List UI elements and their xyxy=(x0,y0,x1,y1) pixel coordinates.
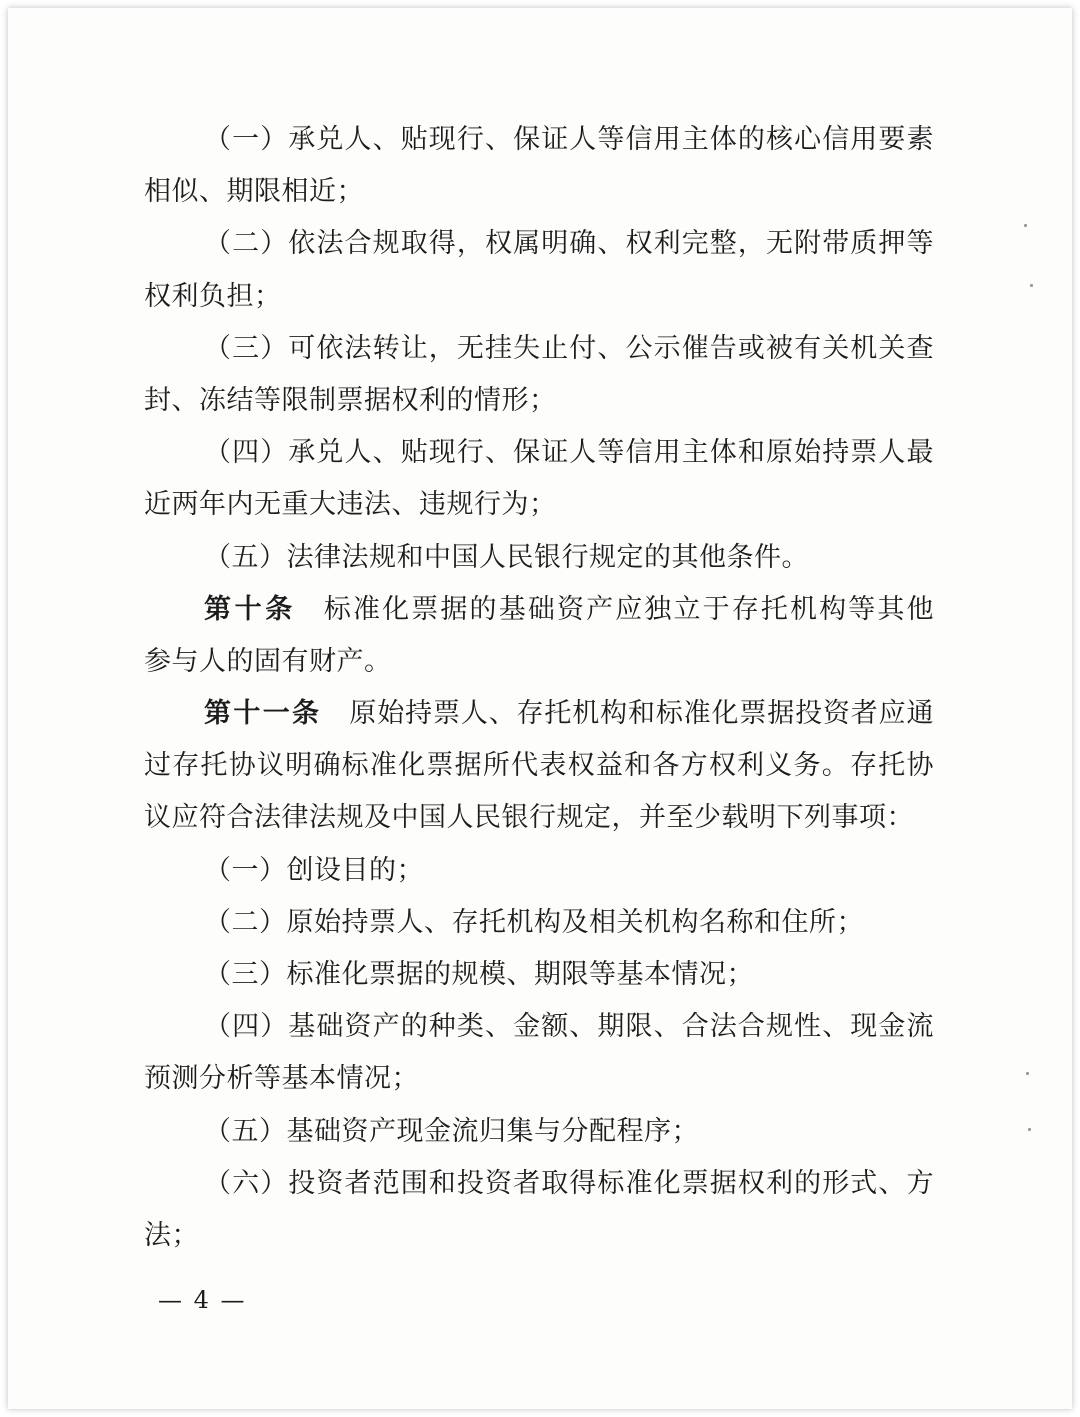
scan-speck xyxy=(1030,284,1033,287)
line-text: 相似、期限相近； xyxy=(144,176,364,208)
line-text: （五）法律法规和中国人民银行规定的其他条件。 xyxy=(204,541,809,573)
line-text: （六）投资者范围和投资者取得标准化票据权利的形式、方 xyxy=(204,1167,934,1199)
article-heading: 第十一条 xyxy=(204,698,322,730)
line-text: 标准化票据的基础资产应独立于存托机构等其他 xyxy=(323,593,935,625)
document-body xyxy=(144,114,934,1262)
text-line xyxy=(144,1106,934,1158)
line-text: 议应符合法律法规及中国人民银行规定，并至少载明下列事项： xyxy=(144,802,914,834)
text-line xyxy=(144,1210,934,1262)
line-text: 预测分析等基本情况； xyxy=(144,1063,419,1095)
article-heading: 第十条 xyxy=(204,593,296,625)
text-line xyxy=(144,949,934,1001)
line-text: （一）创设目的； xyxy=(204,854,424,886)
text-line xyxy=(144,375,934,427)
line-text: 近两年内无重大违法、违规行为； xyxy=(144,489,557,521)
line-text: 过存托协议明确标准化票据所代表权益和各方权利义务。存托协 xyxy=(144,750,934,782)
scan-speck xyxy=(1026,1072,1029,1075)
text-line xyxy=(144,166,934,218)
text-line xyxy=(144,532,934,584)
text-line xyxy=(144,792,934,844)
text-line xyxy=(144,114,934,166)
text-line xyxy=(144,479,934,531)
page-number: — 4 — xyxy=(158,1286,247,1314)
text-line xyxy=(144,427,934,479)
line-text: 权利负担； xyxy=(144,280,282,312)
text-line xyxy=(144,688,934,740)
line-text: （四）承兑人、贴现行、保证人等信用主体和原始持票人最 xyxy=(204,437,934,469)
line-text: （二）原始持票人、存托机构及相关机构名称和住所； xyxy=(204,906,864,938)
text-line xyxy=(144,1158,934,1210)
line-text: （二）依法合规取得，权属明确、权利完整，无附带质押等 xyxy=(204,228,934,260)
text-line xyxy=(144,1001,934,1053)
line-text: （三）标准化票据的规模、期限等基本情况； xyxy=(204,959,754,990)
text-line xyxy=(144,740,934,792)
line-text: 原始持票人、存托机构和标准化票据投资者应通 xyxy=(349,698,935,730)
line-text: 封、冻结等限制票据权利的情形； xyxy=(144,384,557,416)
line-text: （一）承兑人、贴现行、保证人等信用主体的核心信用要素 xyxy=(204,124,934,155)
line-text: （三）可依法转让，无挂失止付、公示催告或被有关机关查 xyxy=(204,332,934,364)
text-line xyxy=(144,584,934,636)
scan-speck xyxy=(1024,224,1027,227)
text-line xyxy=(144,897,934,949)
line-text: 参与人的固有财产。 xyxy=(144,645,392,677)
scan-speck xyxy=(1028,1128,1031,1131)
line-text: 法； xyxy=(144,1219,199,1251)
text-line xyxy=(144,271,934,323)
text-line xyxy=(144,1053,934,1105)
text-line xyxy=(144,323,934,375)
line-text: （五）基础资产现金流归集与分配程序； xyxy=(204,1115,699,1147)
text-line xyxy=(144,218,934,270)
text-line xyxy=(144,845,934,897)
document-page xyxy=(8,8,1072,1409)
text-line xyxy=(144,636,934,688)
line-text: （四）基础资产的种类、金额、期限、合法合规性、现金流 xyxy=(204,1011,934,1043)
